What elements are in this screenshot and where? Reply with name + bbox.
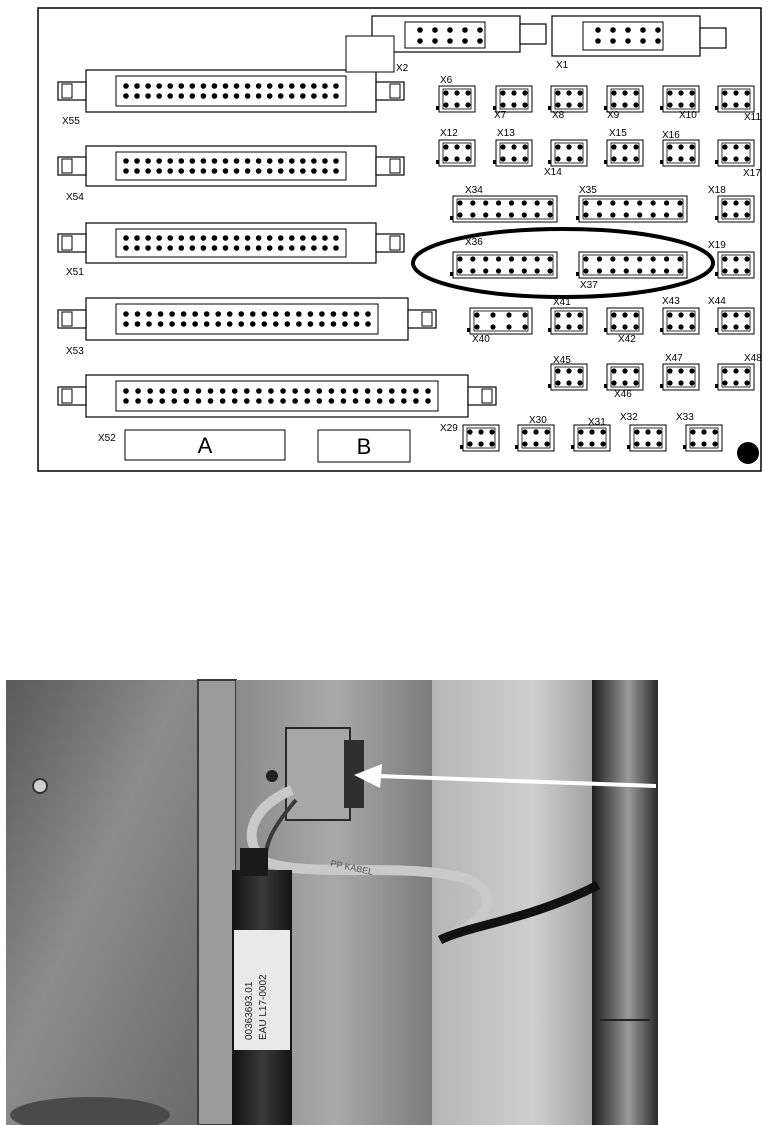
guide-rod: [592, 680, 658, 1125]
left-panel: [6, 680, 202, 1125]
label-x31: X31: [588, 417, 606, 428]
right-panel: [432, 680, 600, 1125]
vertical-rail: [198, 680, 236, 1125]
label-x36: X36: [465, 237, 483, 248]
label-x55: X55: [62, 116, 80, 127]
label-x37: X37: [580, 280, 598, 291]
label-x17: X17: [743, 168, 761, 179]
label-x29: X29: [440, 423, 458, 434]
label-x40: X40: [472, 334, 490, 345]
label-x9: X9: [607, 110, 620, 121]
label-x32: X32: [620, 412, 638, 423]
label-x14: X14: [544, 167, 562, 178]
label-x13: X13: [497, 128, 515, 139]
label-x34: X34: [465, 185, 483, 196]
label-x16: X16: [662, 130, 680, 141]
cable-text: PP KABEL: [329, 858, 375, 877]
label-x48: X48: [744, 353, 762, 364]
label-x10: X10: [679, 110, 697, 121]
label-x30: X30: [529, 415, 547, 426]
label-x44: X44: [708, 296, 726, 307]
sensor-label-line1: 00363693.01: [244, 981, 255, 1040]
label-x45: X45: [553, 355, 571, 366]
label-x15: X15: [609, 128, 627, 139]
label-x53: X53: [66, 346, 84, 357]
label-x12: X12: [440, 128, 458, 139]
slot-a-label: A: [197, 433, 213, 458]
label-x46: X46: [614, 389, 632, 400]
screw-icon-2: [266, 770, 278, 782]
label-x41: X41: [553, 297, 571, 308]
switch-block: [286, 728, 350, 820]
label-x35: X35: [579, 185, 597, 196]
label-x54: X54: [66, 192, 84, 203]
label-x11: X11: [744, 112, 762, 123]
label-x33: X33: [676, 412, 694, 423]
photo-frame: [6, 680, 658, 1125]
label-x18: X18: [708, 185, 726, 196]
sensor-label-line2: EAU L17-0002: [258, 974, 269, 1040]
sensor-cap: [240, 848, 268, 876]
label-x8: X8: [552, 110, 565, 121]
label-x43: X43: [662, 296, 680, 307]
label-x7: X7: [494, 110, 507, 121]
screw-icon: [33, 779, 47, 793]
label-x6: X6: [440, 75, 453, 86]
label-x47: X47: [665, 353, 683, 364]
slot-b-label: B: [356, 434, 372, 459]
label-x51: X51: [66, 267, 84, 278]
label-x52: X52: [98, 433, 116, 444]
label-x19: X19: [708, 240, 726, 251]
label-x2: X2: [396, 63, 409, 74]
label-x1: X1: [556, 60, 569, 71]
label-x42: X42: [618, 334, 636, 345]
